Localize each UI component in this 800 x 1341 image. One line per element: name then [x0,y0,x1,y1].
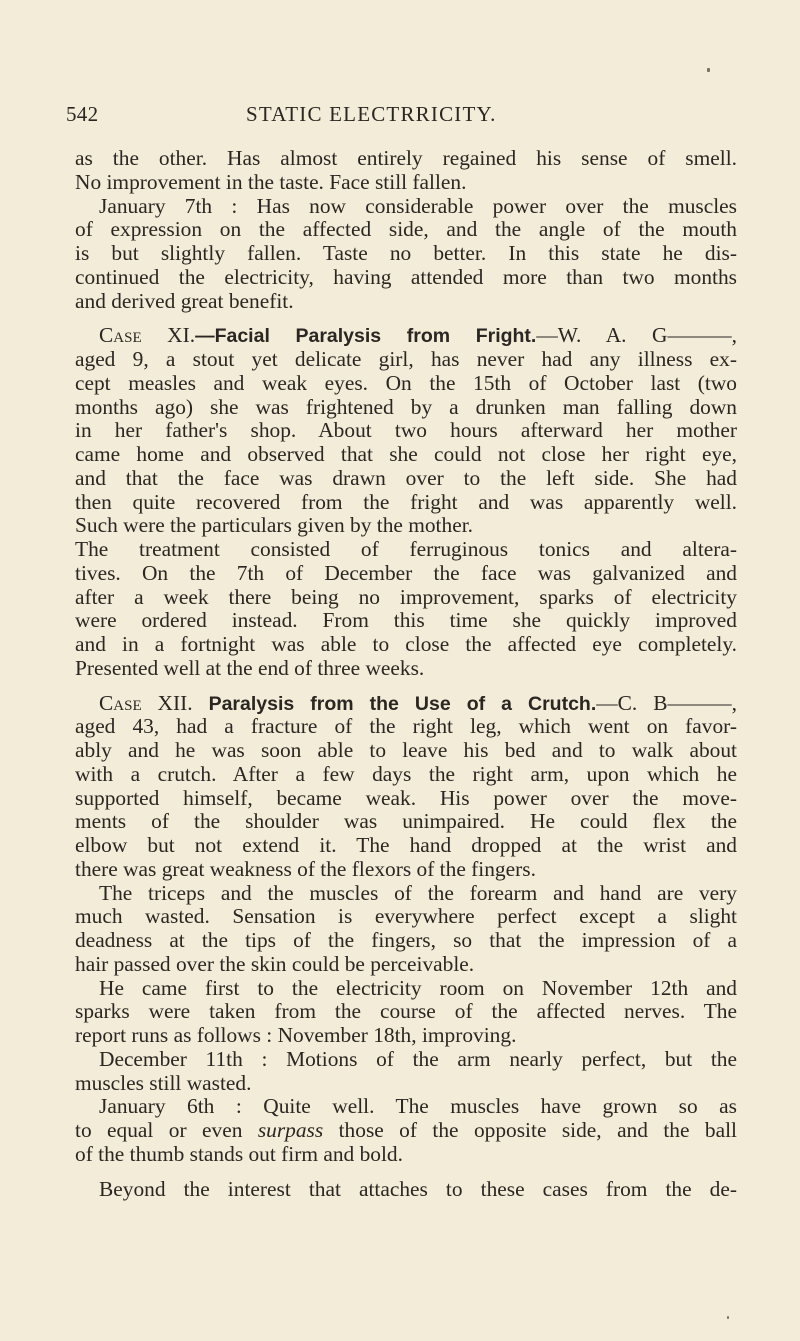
text-line: and in a fortnight was able to close the affected eye completely. [75,632,737,656]
text-line: hair passed over the skin could be perceivable. [75,951,475,976]
case-heading-line [75,692,737,716]
text-line: elbow but not extend it. The hand dropped at the wrist and [75,833,737,857]
text-line: of the thumb stands out firm and bold. [75,1141,403,1166]
text-line: is but slightly fallen. Taste no better. In this state he dis- [75,241,737,265]
text-line: He came first to the electricity room on November 12th and [99,975,737,1000]
text-line: much wasted. Sensation is everywhere perfect except a slight [75,904,737,929]
text-line: December 11th : Motions of the arm nearly perfect, but the [99,1046,737,1071]
text-line: muscles still wasted. [75,1070,252,1095]
text-line: supported himself, became weak. His power over the move- [75,785,737,810]
text-line: after a week there being no improvement, sparks of electricity [75,584,737,609]
case-xi [75,324,737,680]
body-text [75,147,737,1201]
text-line: The triceps and the muscles of the forearm and hand are very [99,880,737,905]
text-line: and that the face was drawn over to the left side. She had [75,465,737,490]
case-label: Case XII. [99,690,193,715]
italic-word: surpass [257,1118,324,1142]
case-title: —Facial Paralysis from Fright. [195,325,537,348]
case-label: Case XI. [99,323,196,348]
text-line: The treatment consisted of ferruginous tonics and altera- [75,537,737,561]
text-line: January 6th : Quite well. The muscles have grown so as [99,1094,737,1119]
page-number: 542 [66,102,99,126]
text-line: as the other. Has almost entirely regained his sense of smell. [75,146,737,170]
text-line: then quite recovered from the fright and was apparently well. [75,489,737,514]
text-line: aged 43, had a fracture of the right leg, which went on favor- [75,714,737,739]
text-line: Presented well at the end of three weeks. [75,655,425,680]
text-line: cept measles and weak eyes. On the 15th of October last (two [75,370,737,395]
text-line: continued the electricity, having attended more than two months [75,264,737,289]
text-line: sparks were taken from the course of the affected nerves. The [75,999,737,1024]
text-line: report runs as follows : November 18th, improving. [75,1023,517,1047]
text-line: with a crutch. After a few days the right arm, upon which he [75,761,737,786]
text-line: aged 9, a stout yet delicate girl, has never had any illness ex- [75,347,737,371]
text-line: deadness at the tips of the fingers, so that the impression of a [75,928,737,952]
paragraph-continuation [75,147,737,313]
text-line: Beyond the interest that attaches to these cases from the de- [99,1176,737,1201]
ink-speck-mark [707,68,710,72]
text-line: No improvement in the taste. Face still fallen. [75,169,467,194]
text-segment: those of the opposite side, and the ball [323,1118,737,1142]
text-line: ably and he was soon able to leave his bed and to walk about [75,738,737,762]
text-line: January 7th : Has now considerable power over the muscles [99,193,737,218]
text-line: in her father's shop. About two hours afterward her mother [75,418,737,443]
running-title: STATIC ELECTRRICITY. [246,102,497,126]
text-line: there was great weakness of the flexors of the fingers. [75,856,536,881]
text-line: Such were the particulars given by the mother. [75,513,473,538]
text-line: ments of the shoulder was unimpaired. He could flex the [75,809,737,834]
text-line: tives. On the 7th of December the face was galvanized and [75,560,737,585]
text-line: months ago) she was frightened by a drunken man falling down [75,394,737,419]
text-line: were ordered instead. From this time she quickly improved [75,608,737,633]
text-line: and derived great benefit. [75,288,294,313]
case-patient: —C. B———, [596,690,737,715]
case-patient: —W. A. G———, [536,323,737,348]
text-line: of expression on the affected side, and the angle of the mouth [75,217,737,242]
text-line [75,1119,737,1143]
running-head [66,102,706,128]
case-heading-line [75,324,737,348]
text-line: came home and observed that she could not close her right eye, [75,442,737,466]
closing-paragraph [75,1178,737,1202]
case-title: Paralysis from the Use of a Crutch. [208,692,597,715]
case-xii [75,692,737,1167]
text-segment: to equal or even [75,1118,258,1142]
ink-speck-mark [727,1316,729,1319]
